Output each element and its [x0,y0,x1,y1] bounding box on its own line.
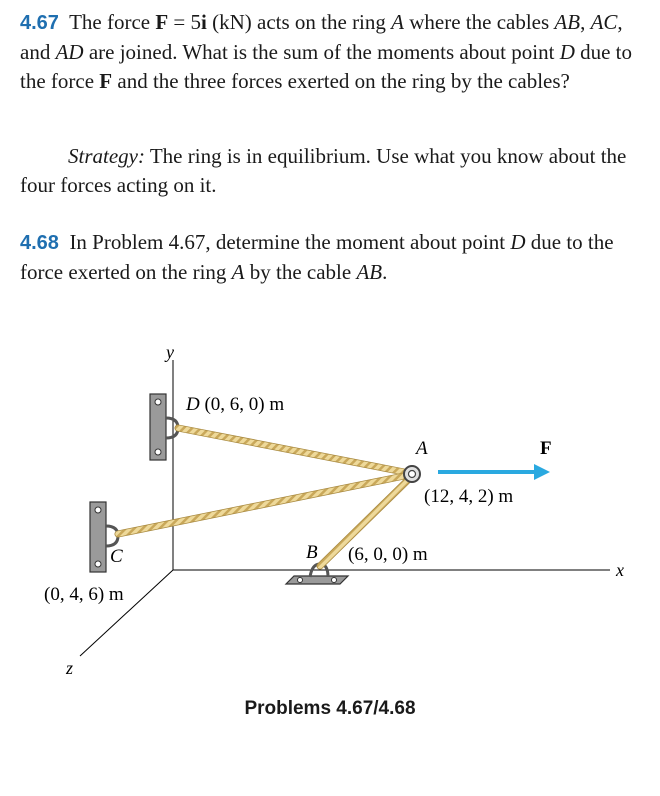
point-d-label: D (0, 6, 0) m [186,394,285,415]
z-axis [80,570,173,656]
cable-ad [178,428,404,472]
point-b-coords: (6, 0, 0) m [348,544,428,565]
strategy-label: Strategy: [68,144,145,168]
y-axis-label: y [166,342,174,362]
problem-4-67: 4.67 The force F = 5i (kN) acts on the ring A where the cables AB, AC, and AD are joined. What is the sum of the moments about point D due to the force F and the three forces exerted on the ring by the cables? [20,10,633,93]
point-c-label: C [110,546,123,567]
problem-number: 4.67 [20,12,59,34]
force-f-label: F [540,438,552,459]
strategy-note: Strategy: The ring is in equilibrium. Use what you know about the four forces acting on it. [20,144,627,197]
point-a-label: A [416,438,428,459]
cable-ring-figure [0,330,660,700]
force-f-arrowhead [534,464,550,480]
point-a-coords: (12, 4, 2) m [424,486,514,507]
figure-caption: Problems 4.67/4.68 [244,698,416,719]
x-axis-label: x [616,560,624,580]
point-b-label: B [306,542,318,563]
problem-4-68: 4.68 In Problem 4.67, determine the moment about point D due to the force exerted on the ring A by the cable AB. [20,230,614,284]
bracket-d [150,394,178,460]
point-c-coords: (0, 4, 6) m [44,584,124,605]
z-axis-label: z [66,658,74,678]
problem-number: 4.68 [20,232,59,254]
